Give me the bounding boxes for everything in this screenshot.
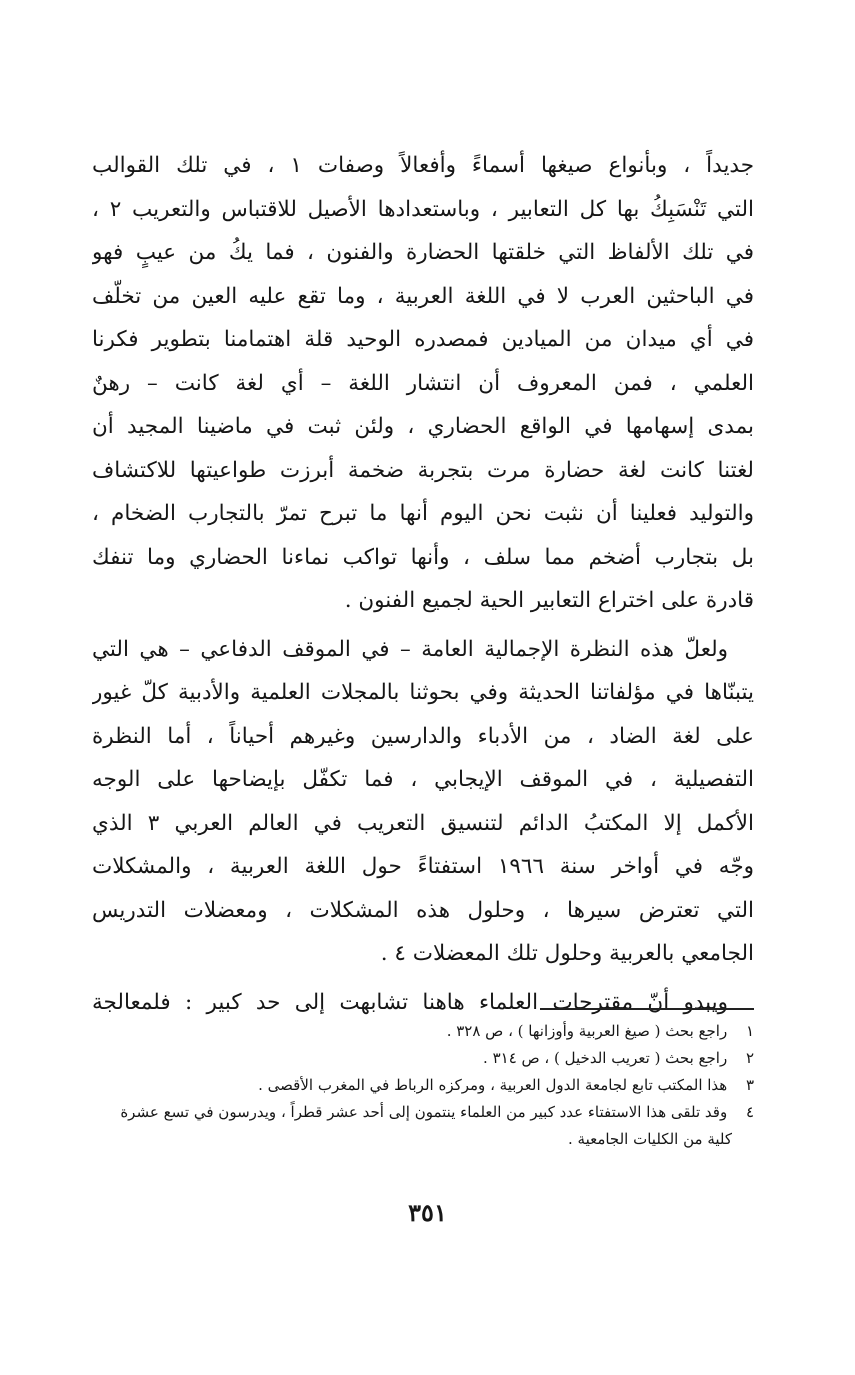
text-line: يتبنّاها في مؤلفاتنا الحديثة وفي بحوثنا بالمجلات العلمية والأدبية كلّ غيور bbox=[92, 680, 754, 705]
footnote-text: راجع بحث ( صيغ العربية وأوزانها ) ، ص ٣٢٨ . bbox=[446, 1022, 728, 1040]
text-line: ويبدو أنّ مقترحات العلماء هاهنا تشابهت إلى حد كبير : فلمعالجة bbox=[92, 989, 728, 1015]
text-line: جديداً ، وبأنواع صيغها أسماءً وأفعالاً وصفات ١ ، في تلك القوالب bbox=[92, 153, 754, 178]
text-line: والتوليد فعلينا أن نثبت نحن اليوم أنها ما تبرح تمرّ بالتجارب الضخام ، bbox=[92, 501, 754, 526]
footnote bbox=[92, 1018, 754, 1045]
footnote-number: ٣ bbox=[745, 1076, 754, 1094]
text-line: الأكمل إلا المكتبُ الدائم لتنسيق التعريب في العالم العربي ٣ الذي bbox=[92, 810, 754, 836]
text-line: التفصيلية ، في الموقف الإيجابي ، فما تكفّل بإيضاحها على الوجه bbox=[92, 767, 754, 792]
footnotes bbox=[92, 1018, 754, 1153]
footnote-number: ٢ bbox=[745, 1049, 754, 1067]
text-line: في تلك الألفاظ التي خلقتها الحضارة والفنون ، فما يكُ من عيبٍ فهو bbox=[92, 240, 754, 265]
footnote-number: ٤ bbox=[745, 1103, 754, 1121]
text-line: التي تَنْسَبِكُ بها كل التعابير ، وباستعدادها الأصيل للاقتباس والتعريب ٢ ، bbox=[92, 196, 754, 222]
text-line: العلمي ، فمن المعروف أن انتشار اللغة – أي لغة كانت – رهنٌ bbox=[92, 370, 754, 396]
text-line: على لغة الضاد ، من الأدباء والدارسين وغيرهم أحياناً ، أما النظرة bbox=[92, 723, 754, 749]
text-line: ولعلّ هذه النظرة الإجمالية العامة – في الموقف الدفاعي – هي التي bbox=[92, 636, 728, 662]
footnote-text: هذا المكتب تابع لجامعة الدول العربية ، ومركزه الرباط في المغرب الأقصى . bbox=[258, 1076, 728, 1094]
footnote-separator bbox=[540, 1008, 754, 1010]
footnote-text: وقد تلقى هذا الاستفتاء عدد كبير من العلماء ينتمون إلى أحد عشر قطراً ، ويدرسون في تسع عشرة bbox=[120, 1103, 728, 1121]
footnote-text: راجع بحث ( تعريب الدخيل ) ، ص ٣١٤ . bbox=[483, 1049, 728, 1067]
text-line: وجّه في أواخر سنة ١٩٦٦ استفتاءً حول اللغة العربية ، والمشكلات bbox=[92, 854, 754, 879]
text-line: قادرة على اختراع التعابير الحية لجميع الفنون . bbox=[344, 588, 754, 613]
footnote-continuation: كلية من الكليات الجامعية . bbox=[567, 1130, 732, 1148]
footnote bbox=[92, 1099, 754, 1126]
footnote bbox=[92, 1045, 754, 1072]
text-line: التي تعترض سيرها ، وحلول هذه المشكلات ، ومعضلات التدريس bbox=[92, 897, 754, 923]
text-line: في أي ميدان من الميادين فمصدره الوحيد قلة اهتمامنا بتطوير فكرنا bbox=[92, 327, 754, 352]
text-line: الجامعي بالعربية وحلول تلك المعضلات ٤ . bbox=[380, 941, 754, 966]
body-text bbox=[92, 144, 754, 1024]
text-line: بمدى إسهامها في الواقع الحضاري ، ولئن ثبت في ماضينا المجيد أن bbox=[92, 414, 754, 439]
footnote-number: ١ bbox=[745, 1022, 754, 1040]
text-line: في الباحثين العرب لا في اللغة العربية ، وما تقع عليه العين من تخلّف bbox=[92, 283, 754, 309]
text-line: بل بتجارب أضخم مما سلف ، وأنها تواكب نماءنا الحضاري وما تنفك bbox=[92, 544, 754, 570]
text-line: لغتنا كانت لغة حضارة مرت بتجربة ضخمة أبرزت طواعيتها للاكتشاف bbox=[92, 457, 754, 483]
footnote bbox=[92, 1072, 754, 1099]
page-number: ٣٥١ bbox=[408, 1198, 447, 1227]
